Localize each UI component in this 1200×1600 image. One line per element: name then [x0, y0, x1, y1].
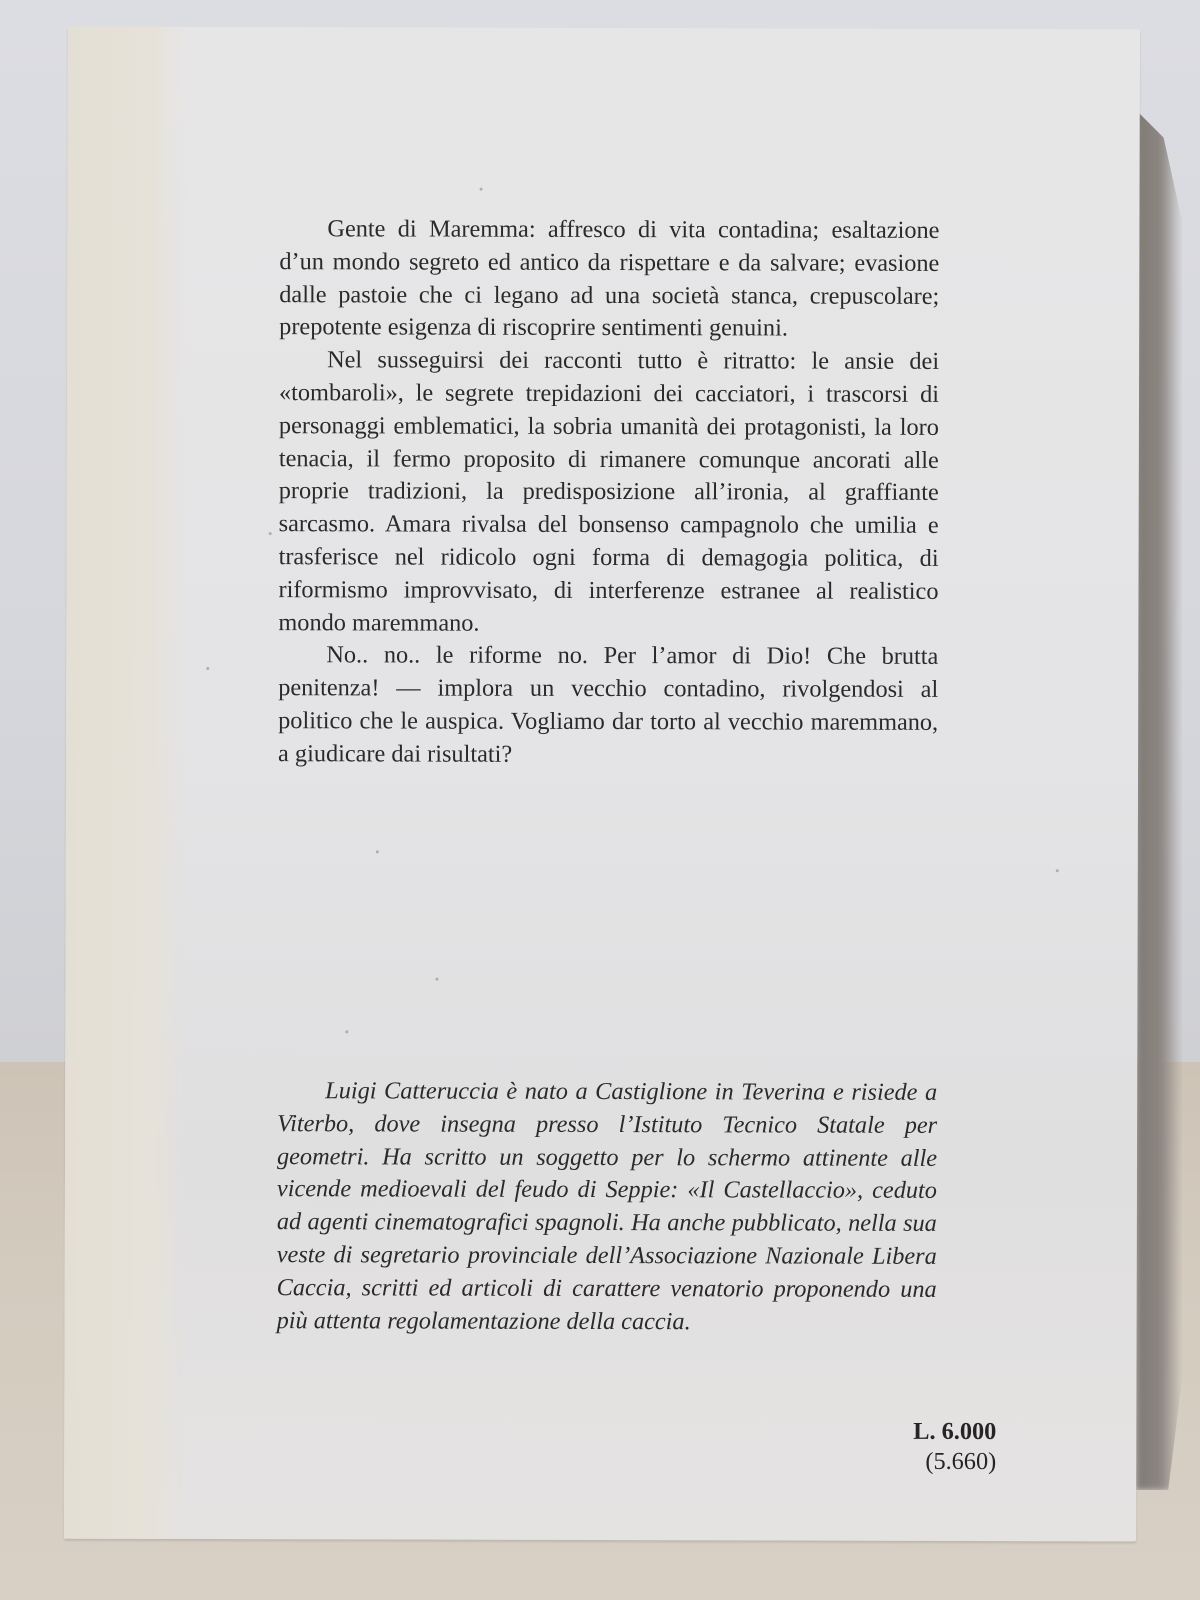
blurb-text: [278, 213, 939, 772]
speck: [435, 978, 438, 981]
book-shadow: [1136, 110, 1182, 1490]
author-bio: [277, 1075, 938, 1339]
speck: [345, 1030, 348, 1033]
author-bio-paragraph: Luigi Catteruccia è nato a Castiglione in Teverina e risiede a Viterbo, dove insegna presso l’Istituto Tecnico Statale per geometri. Ha scritto un soggetto per lo schermo attinente alle vicende medioevali del feudo di Seppie: «Il Castellaccio», ceduto ad agenti cinematografici spagnoli. Ha anche pubblicato, nella sua veste di segretario provinciale dell’Associazione Nazionale Libera Caccia, scritti ed articoli di carattere venatorio proponendo una più attenta regolamentazione della caccia.: [276, 1077, 938, 1335]
blurb-paragraph-2: Nel susseguirsi dei racconti tutto è ritratto: le ansie dei «tombaroli», le segrete trepidazioni dei cacciatori, i trascorsi di personaggi emblematici, la sobria umanità dei protagonisti, la loro tenacia, il fermo proposito di rimanere comunque ancorati alle proprie tradizioni, la predisposizione all’ironia, al graffiante sarcasmo. Amara rivalsa del bonsenso campagnolo che umilia e trasferisce nel ridicolo ogni forma di demagogia politica, di riformismo improvvisato, di interferenze estranee al realistico mondo maremmano.: [278, 346, 940, 637]
speck: [269, 532, 272, 535]
speck: [1056, 869, 1059, 872]
speck: [206, 667, 209, 670]
speck: [376, 850, 379, 853]
blurb-paragraph-1: Gente di Maremma: affresco di vita contadina; esaltazione d’un mondo segreto ed antico da rispettare e da salvare; evasione dalle pastoie che ci legano ad una società stanca, crepuscolare; prepotente esigenza di riscoprire sentimenti genuini.: [279, 215, 940, 342]
cover-edge-band: [64, 27, 188, 1539]
book-back-cover: [64, 27, 1140, 1542]
blurb-paragraph-3: No.. no.. le riforme no. Per l’amor di Dio! Che brutta penitenza! — implora un vecchio contadino, rivolgendosi al politico che le auspica. Vogliamo dar torto al vecchio maremmano, a giudicare dai risultati?: [278, 641, 939, 768]
price-secondary: (5.660): [925, 1447, 997, 1476]
speck: [480, 188, 483, 191]
price-block: [834, 1417, 996, 1477]
price-main: L. 6.000: [913, 1417, 997, 1446]
